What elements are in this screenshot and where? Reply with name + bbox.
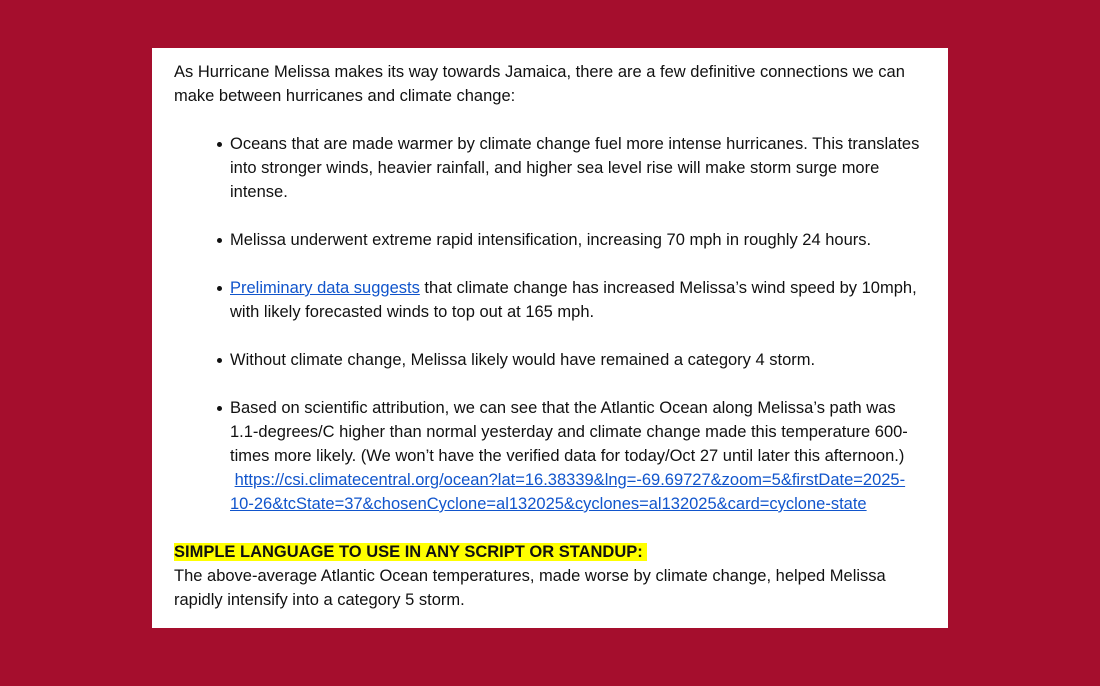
climate-central-url-link[interactable]: https://csi.climatecentral.org/ocean?lat=16.38339&lng=-69.69727&zoom=5&firstDate=2025-10-26&tcState=37&chosenCyclone=al132025&cyclones=al132025&card=cyclone-state [230,471,906,513]
bullet-item-preliminary-data [230,276,926,324]
bullet-text: Without climate change, Melissa likely would have remained a category 4 storm. [230,351,816,369]
highlighted-heading: SIMPLE LANGUAGE TO USE IN ANY SCRIPT OR STANDUP: [174,543,647,561]
script-heading-line [174,540,926,564]
bullet-text: Based on scientific attribution, we can see that the Atlantic Ocean along Melissa’s path was 1.1-degrees/C higher than normal yesterday and climate change made this temperature 600-times more likely. (We won’t have the verified data for today/Oct 27 until later this afternoon.) [230,399,908,465]
document-page [152,48,948,628]
bullet-item-attribution [230,396,926,516]
bullet-text: Melissa underwent extreme rapid intensification, increasing 70 mph in roughly 24 hours. [230,231,872,249]
closing-paragraph: The above-average Atlantic Ocean temperatures, made worse by climate change, helped Melissa rapidly intensify into a category 5 storm. [174,567,886,609]
preliminary-data-link[interactable]: Preliminary data suggests [230,279,420,297]
bullet-item-rapid-intensification [230,228,926,252]
bullet-item-ocean-warming [230,132,926,204]
intro-paragraph: As Hurricane Melissa makes its way towards Jamaica, there are a few definitive connections we can make between hurricanes and climate change: [174,63,905,105]
bullet-text: that climate change has increased Melissa’s wind speed by 10mph, with likely forecasted winds to top out at 165 mph. [230,279,917,321]
bullet-text: Oceans that are made warmer by climate change fuel more intense hurricanes. This translates into stronger winds, heavier rainfall, and higher sea level rise will make storm surge more intense. [230,135,920,201]
bullet-item-category-4 [230,348,926,372]
bullet-list [174,132,926,516]
